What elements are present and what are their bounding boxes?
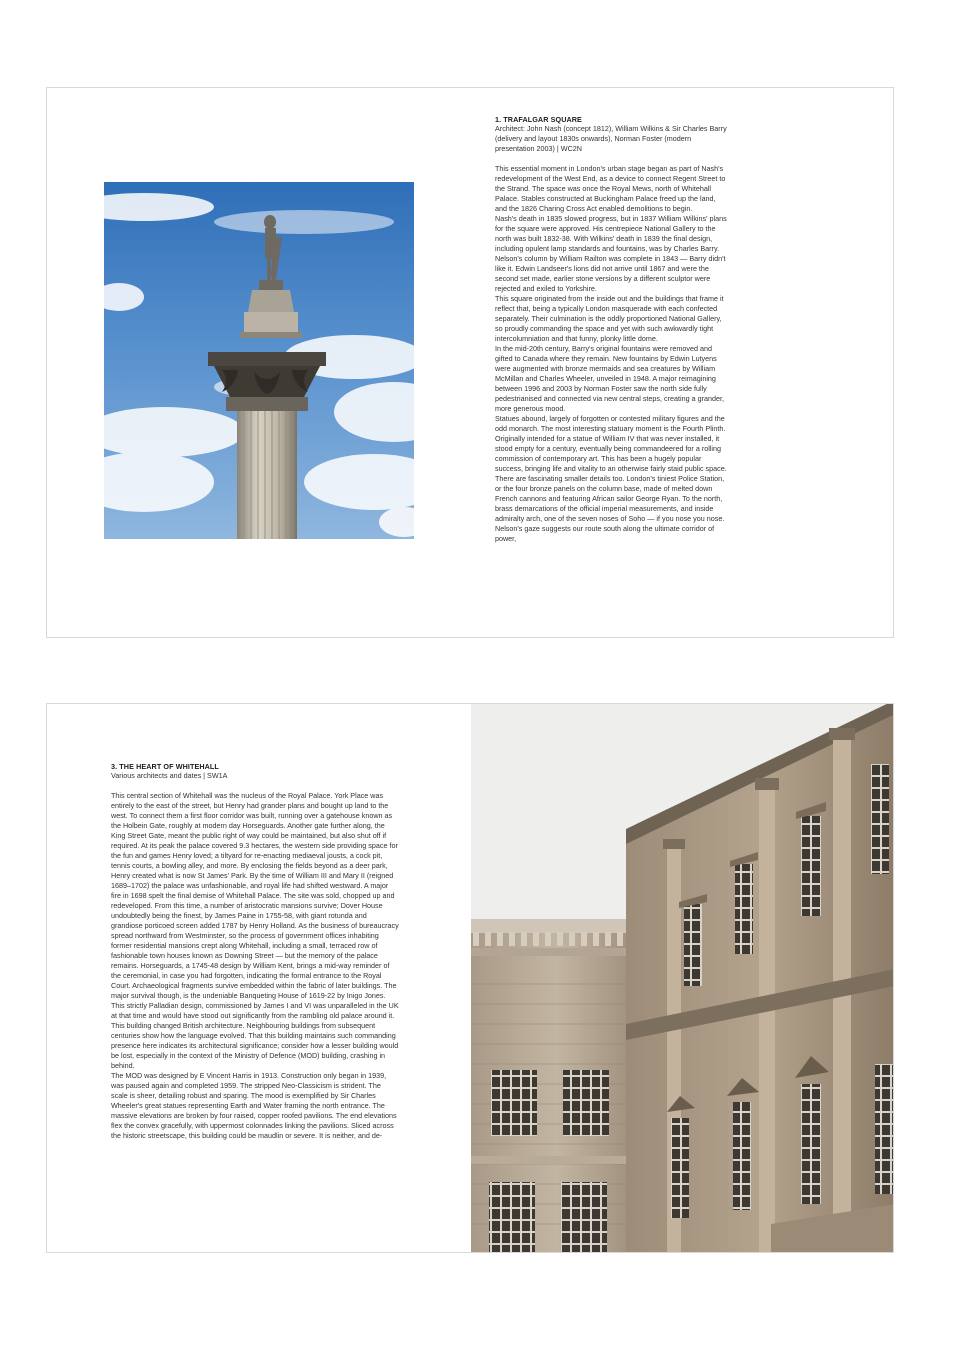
article-subtitle: Architect: John Nash (concept 1812), William Wilkins & Sir Charles Barry (delivery and layout 1830s onwards), Norman Foster (modern presentation 2003) | WC2N	[495, 124, 727, 153]
article-heading: 1. TRAFALGAR SQUARE	[495, 115, 582, 124]
article-body	[495, 164, 727, 544]
body-paragraph: This essential moment in London's urban stage began as part of Nash's redevelopment of the West End, as a device to connect Regent Street to the Strand. The space was once the Royal Mews, north of Whitehall Palace. Stables constructed at Buckingham Palace freed up the land, and the 1826 Charing Cross Act enabled demolitions to begin.	[495, 164, 726, 213]
whitehall-text-column	[111, 762, 399, 1141]
body-paragraph: Statues abound, largely of forgotten or contested military figures and the odd monarch. The most interesting statuary moment is the Fourth Plinth. Originally intended for a statue of William IV that was never installed, it stood empty for a century, eventually being commandeered for a rolling commission of contemporary art. This has been a hugely popular success, bringing life and vitality to an otherwise fairly staid public space. There are fascinating smaller details too. London's tiniest Police Station, or the four bronze panels on the column base, made of melted down French cannons and featuring African sailor George Ryan. To the north, brass demarcations of the official imperial measurements, and inside admiralty arch, one of the seven noses of Soho — if you nose you nose. Nelson's gaze suggests our route south along the ultimate corridor of power,	[495, 414, 727, 543]
body-paragraph: In the mid-20th century, Barry's original fountains were removed and gifted to Canada where they remain. New fountains by Edwin Lutyens were augmented with bronze mermaids and sea creatures by William McMillan and Charles Wheeler, unveiled in 1948. A major reimagining between 1996 and 2003 by Norman Foster saw the north side fully pedestrianised and connected via new central steps, creating a grander, more generous mood.	[495, 344, 724, 413]
body-paragraph: This strictly Palladian design, commissioned by James I and VI was unparalleled in the UK at that time and would have stood out significantly from the rambling old palace around it. This building changed British architecture. Neighbouring buildings from subsequent centuries show how the language evolved. That this building maintains such commanding presence here indicates its architectural significance; consider how a lesser building would be lost, especially in the context of the Ministry of Defence (MOD) building, crashing in behind.	[111, 1001, 399, 1070]
spread-trafalgar-square	[46, 87, 894, 638]
spread-heart-of-whitehall	[46, 703, 894, 1253]
nelsons-column-photo	[104, 182, 414, 539]
body-paragraph: This central section of Whitehall was the nucleus of the Royal Palace. York Place was entirely to the east of the street, but Henry had grander plans and bought up land to the west. To connect them a first floor corridor was built, running over a gatehouse known as the Holbein Gate, roughly at modern day Horseguards. Another gate further along, the King Street Gate, meant the public right of way could be maintained, but also shut off if required. At its peak the palace covered 9.3 hectares, the western side providing space for the fun and games Henry loved; a tiltyard for re-enacting mediaeval jousts, a cock pit, tennis courts, a bowling alley, and more. By enclosing the fields beyond as a deer park, Henry created what is now St James' Park. By the time of William III and Mary II (reigned 1689–1702) the palace was unfashionable, and royal life had shifted westward. A major fire in 1698 spelt the final demise of Whitehall Palace. The site was sold, chopped up and redeveloped. From this time, a number of aristocratic mansions survive; Dover House undoubtedly being the finest, by James Paine in 1755-58, with giant rotunda and grandiose porticoed screen added 1787 by Henry Holland. As the business of bureaucracy spread northward from Westminster, so the process of government offices inhabiting former residential mansions crept along Whitehall, including a small, terraced row of fashionable town houses known as Downing Street — but the memory of the palace remains. Horseguards, a 1745-48 design by William Kent, brings a mid-way reminder of the ceremonial, in case you had forgotten, indicating the formal entrance to the Royal Court. Archaeological fragments survive embedded within the fabric of later buildings. The major survival though, is the undeniable Banqueting House of 1619-22 by Inigo Jones.	[111, 791, 399, 1000]
article-subtitle: Various architects and dates | SW1A	[111, 771, 228, 780]
body-paragraph: The MOD was designed by E Vincent Harris in 1913. Construction only began in 1939, was paused again and completed 1959. The stripped Neo-Classicism is strident. The scale is sheer, detailing robust and sparing. The mood is exemplified by Sir Charles Wheeler's great statues representing Earth and Water framing the north entrance. The massive elevations are broken by four raised, copper roofed pavilions. The end elevations flex the convex gracefully, with uppermost colonnades linking the pavilions. Sliced across the historic streetscape, this building could be maudlin or severe. It is neither, and de-	[111, 1071, 397, 1140]
banqueting-house-photo	[471, 704, 894, 1253]
article-body	[111, 791, 399, 1141]
body-paragraph: This square originated from the inside out and the buildings that frame it reflect that, being a typically London masquerade with each confected separately. Their culmination is the oddly proportioned National Gallery, so proudly commanding the space and yet with such awkwardly tight intercolumniation and that funny, plonky little dome.	[495, 294, 724, 343]
body-paragraph: Nash's death in 1835 slowed progress, but in 1837 William Wilkins' plans for the square were approved. His centrepiece National Gallery to the north was built 1832-38. With Wilkins' death in 1839 the final design, including opulent lamp standards and fountains, was by Charles Barry. Nelson's column by William Railton was complete in 1843 — Barry didn't like it. Edwin Landseer's lions did not arrive until 1867 and were the second set made, earlier stone versions by a different sculptor were rejected and exiled to Yorkshire.	[495, 214, 727, 293]
trafalgar-text-column	[495, 115, 727, 544]
article-heading: 3. THE HEART OF WHITEHALL	[111, 762, 219, 771]
